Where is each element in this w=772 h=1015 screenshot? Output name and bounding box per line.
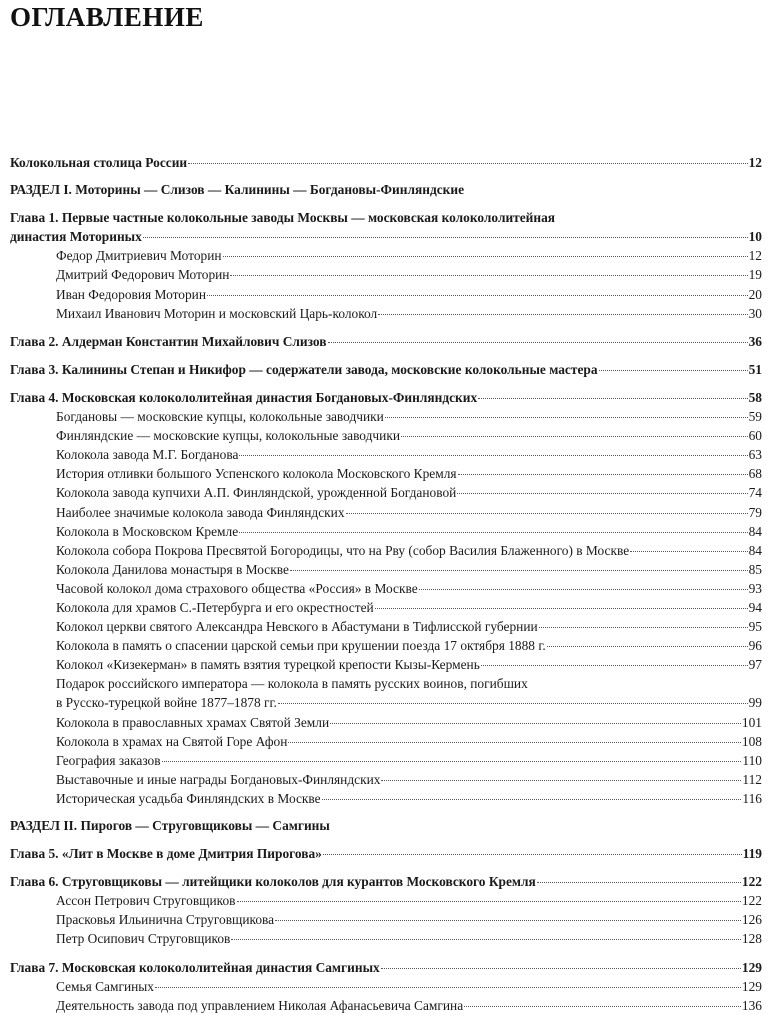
- toc-entry-title: Дмитрий Федорович Моторин: [56, 267, 230, 283]
- toc-entry[interactable]: [10, 541, 762, 560]
- dot-leader: [537, 882, 741, 883]
- toc-entry-title: Колокола собора Покрова Пресвятой Богородицы, что на Рву (собор Василия Блаженного) в Москве: [56, 542, 630, 558]
- toc-entry-title: Петр Осипович Струговщиков: [56, 931, 231, 947]
- toc-page-number: 112: [742, 771, 762, 787]
- toc-entry[interactable]: [10, 655, 762, 674]
- dot-leader: [239, 532, 747, 533]
- toc-entry-title: Деятельность завода под управлением Николая Афанасьевича Самгина: [56, 997, 464, 1013]
- toc-page-number: 99: [748, 695, 762, 711]
- dot-leader: [464, 1006, 741, 1007]
- toc-page-number: 58: [748, 389, 762, 405]
- toc-page-number: 60: [748, 428, 762, 444]
- toc-chapter-entry[interactable]: [10, 360, 762, 379]
- dot-leader: [230, 275, 747, 276]
- toc-entry[interactable]: [10, 407, 762, 426]
- toc-entry[interactable]: [10, 246, 762, 265]
- toc-entry[interactable]: [10, 522, 762, 541]
- toc-entry[interactable]: [10, 598, 762, 617]
- toc-entry[interactable]: [10, 617, 762, 636]
- toc-page-number: 12: [748, 248, 762, 264]
- dot-leader: [231, 939, 741, 940]
- dot-leader: [375, 608, 748, 609]
- toc-page-number: 108: [741, 733, 762, 749]
- toc-entry-title: Глава 6. Струговщиковы — литейщики колоколов для курантов Московского Кремля: [10, 874, 536, 890]
- dot-leader: [346, 513, 748, 514]
- toc-entry[interactable]: [10, 560, 762, 579]
- dot-leader: [188, 163, 747, 164]
- toc-entry[interactable]: [10, 304, 762, 323]
- toc-page-number: 19: [748, 267, 762, 283]
- toc-entry[interactable]: [10, 579, 762, 598]
- dot-leader: [547, 646, 748, 647]
- dot-leader: [401, 436, 748, 437]
- toc-entry-title: Историческая усадьба Финляндских в Москве: [56, 790, 321, 806]
- dot-leader: [322, 799, 742, 800]
- toc-chapter-entry[interactable]: [10, 227, 762, 246]
- toc-chapter-entry[interactable]: [10, 153, 762, 172]
- toc-entry-title: Глава 2. Алдерман Константин Михайлович Слизов: [10, 333, 327, 349]
- toc-entry-title: Колокола для храмов С.-Петербурга и его окрестностей: [56, 599, 374, 615]
- toc-entry-title: Наиболее значимые колокола завода Финляндских: [56, 504, 345, 520]
- toc-page-number: 30: [748, 305, 762, 321]
- toc-page-number: 101: [741, 714, 762, 730]
- toc-entry-title: Выставочные и иные награды Богдановых-Финляндских: [56, 771, 381, 787]
- toc-page-number: 79: [748, 504, 762, 520]
- toc-entry-title: Часовой колокол дома страхового общества «Россия» в Москве: [56, 580, 418, 596]
- dot-leader: [162, 761, 742, 762]
- toc-entry-title: Иван Федоровия Моторин: [56, 286, 207, 302]
- toc-page-number: 10: [748, 229, 762, 245]
- toc-entry-title: Семья Самгиных: [56, 978, 154, 994]
- toc-page-number: 136: [741, 997, 762, 1013]
- toc-entry[interactable]: [10, 732, 762, 751]
- toc-heading-line: РАЗДЕЛ II. Пирогов — Струговщиковы — Самгины: [10, 818, 330, 833]
- toc-page-number: 74: [748, 485, 762, 501]
- toc-entry[interactable]: [10, 891, 762, 910]
- toc-entry[interactable]: [10, 285, 762, 304]
- toc-page-number: 96: [748, 638, 762, 654]
- toc-entry-title: Колокола в храмах на Святой Горе Афон: [56, 733, 288, 749]
- toc-entry-title: династия Моториных: [10, 229, 142, 245]
- toc-entry[interactable]: [10, 445, 762, 464]
- toc-chapter-entry[interactable]: [10, 332, 762, 351]
- dot-leader: [378, 314, 747, 315]
- toc-chapter-entry[interactable]: [10, 844, 762, 863]
- toc-entry-title: География заказов: [56, 752, 161, 768]
- dot-leader: [223, 256, 748, 257]
- toc-entry[interactable]: [10, 464, 762, 483]
- dot-leader: [239, 455, 747, 456]
- dot-leader: [330, 723, 741, 724]
- toc-page-number: 84: [748, 523, 762, 539]
- toc-entry-title: Колокола завода М.Г. Богданова: [56, 447, 239, 463]
- dot-leader: [323, 854, 742, 855]
- toc-entry-title: Колокол «Кизекерман» в память взятия турецкой крепости Кызы-Кермень: [56, 657, 480, 673]
- dot-leader: [381, 780, 741, 781]
- toc-page-number: 59: [748, 409, 762, 425]
- toc-page-number: 129: [741, 978, 762, 994]
- toc-entry-title: Глава 7. Московская колокололитейная династия Самгиных: [10, 959, 380, 975]
- dot-leader: [478, 398, 747, 399]
- dot-leader: [288, 742, 741, 743]
- dot-leader: [458, 474, 748, 475]
- table-of-contents: [10, 153, 762, 1015]
- toc-page-number: 122: [741, 893, 762, 909]
- dot-leader: [290, 570, 748, 571]
- toc-heading-line: РАЗДЕЛ I. Моторины — Слизов — Калинины — Богдановы-Финляндские: [10, 182, 465, 198]
- dot-leader: [599, 370, 748, 371]
- toc-chapter-entry[interactable]: [10, 872, 762, 891]
- toc-page-number: 97: [748, 657, 762, 673]
- toc-entry[interactable]: [10, 503, 762, 522]
- dot-leader: [207, 295, 748, 296]
- toc-entry-title: в Русско-турецкой войне 1877–1878 гг.: [56, 695, 277, 711]
- page-title: ОГЛАВЛЕНИЕ: [10, 2, 204, 32]
- toc-page-number: 94: [748, 599, 762, 615]
- dot-leader: [630, 551, 747, 552]
- toc-entry[interactable]: [10, 910, 762, 929]
- toc-entry[interactable]: [10, 693, 762, 712]
- toc-entry-title: Михаил Иванович Моторин и московский Царь-колокол: [56, 305, 378, 321]
- toc-entry-title: Колокола в Московском Кремле: [56, 523, 239, 539]
- toc-page-number: 95: [748, 619, 762, 635]
- toc-entry[interactable]: [10, 751, 762, 770]
- toc-entry[interactable]: [10, 483, 762, 502]
- toc-page-number: 110: [742, 752, 762, 768]
- toc-page-number: 122: [741, 874, 762, 890]
- dot-leader: [457, 493, 747, 494]
- toc-page-number: 93: [748, 580, 762, 596]
- toc-entry-title: Глава 5. «Лит в Москве в доме Дмитрия Пирогова»: [10, 846, 322, 862]
- toc-entry-title: Финляндские — московские купцы, колокольные заводчики: [56, 428, 400, 444]
- toc-page-number: 119: [742, 846, 762, 862]
- toc-chapter-entry[interactable]: [10, 388, 762, 407]
- toc-heading-line: Глава 1. Первые частные колокольные заводы Москвы — московская колокололитейная: [10, 210, 556, 226]
- dot-leader: [481, 665, 748, 666]
- toc-entry-title: Глава 3. Калинины Степан и Никифор — содержатели завода, московские колокольные мастера: [10, 361, 598, 377]
- toc-entry-title: Колокольная столица России: [10, 155, 188, 170]
- toc-page-number: 63: [748, 447, 762, 463]
- toc-entry[interactable]: [10, 789, 762, 808]
- toc-page-number: 68: [748, 466, 762, 482]
- toc-page-number: 116: [742, 790, 762, 806]
- toc-entry[interactable]: [10, 929, 762, 948]
- toc-chapter-entry[interactable]: [10, 958, 762, 977]
- toc-entry-title: Федор Дмитриевич Моторин: [56, 248, 222, 264]
- toc-entry-title: Колокола в память о спасении царской семьи при крушении поезда 17 октября 1888 г.: [56, 638, 546, 654]
- toc-page-number: 20: [748, 286, 762, 302]
- toc-entry-title: Прасковья Ильинична Струговщикова: [56, 912, 275, 928]
- toc-entry[interactable]: [10, 770, 762, 789]
- toc-page-number: 12: [748, 155, 762, 170]
- dot-leader: [328, 342, 748, 343]
- toc-page-number: 84: [748, 542, 762, 558]
- dot-leader: [278, 703, 748, 704]
- toc-entry[interactable]: [10, 426, 762, 445]
- dot-leader: [385, 417, 748, 418]
- toc-entry-title: Глава 4. Московская колокололитейная династия Богдановых-Финляндских: [10, 389, 478, 405]
- toc-entry[interactable]: [10, 636, 762, 655]
- toc-page-number: 129: [741, 959, 762, 975]
- toc-entry-title: Колокол церкви святого Александра Невского в Абастумани в Тифлисской губернии: [56, 619, 538, 635]
- toc-entry[interactable]: [10, 996, 762, 1015]
- toc-entry-line: Подарок российского императора — колокола в память русских воинов, погибших: [56, 676, 528, 692]
- toc-entry[interactable]: [10, 265, 762, 284]
- toc-page-number: 85: [748, 561, 762, 577]
- toc-entry-title: Колокола завода купчихи А.П. Финляндской, урожденной Богдановой: [56, 485, 457, 501]
- dot-leader: [275, 920, 741, 921]
- toc-page-number: 36: [748, 333, 762, 349]
- toc-entry[interactable]: [10, 977, 762, 996]
- dot-leader: [381, 968, 741, 969]
- dot-leader: [155, 987, 741, 988]
- toc-entry-title: Колокола в православных храмах Святой Земли: [56, 714, 330, 730]
- toc-entry-title: История отливки большого Успенского колокола Московского Кремля: [56, 466, 457, 482]
- toc-page-number: 51: [748, 361, 762, 377]
- dot-leader: [143, 237, 748, 238]
- toc-page-number: 126: [741, 912, 762, 928]
- toc-entry-title: Богдановы — московские купцы, колокольные заводчики: [56, 409, 384, 425]
- dot-leader: [539, 627, 748, 628]
- toc-entry[interactable]: [10, 713, 762, 732]
- dot-leader: [419, 589, 748, 590]
- toc-entry-title: Ассон Петрович Струговщиков: [56, 893, 236, 909]
- dot-leader: [237, 901, 741, 902]
- toc-entry-title: Колокола Данилова монастыря в Москве: [56, 561, 289, 577]
- toc-page-number: 128: [741, 931, 762, 947]
